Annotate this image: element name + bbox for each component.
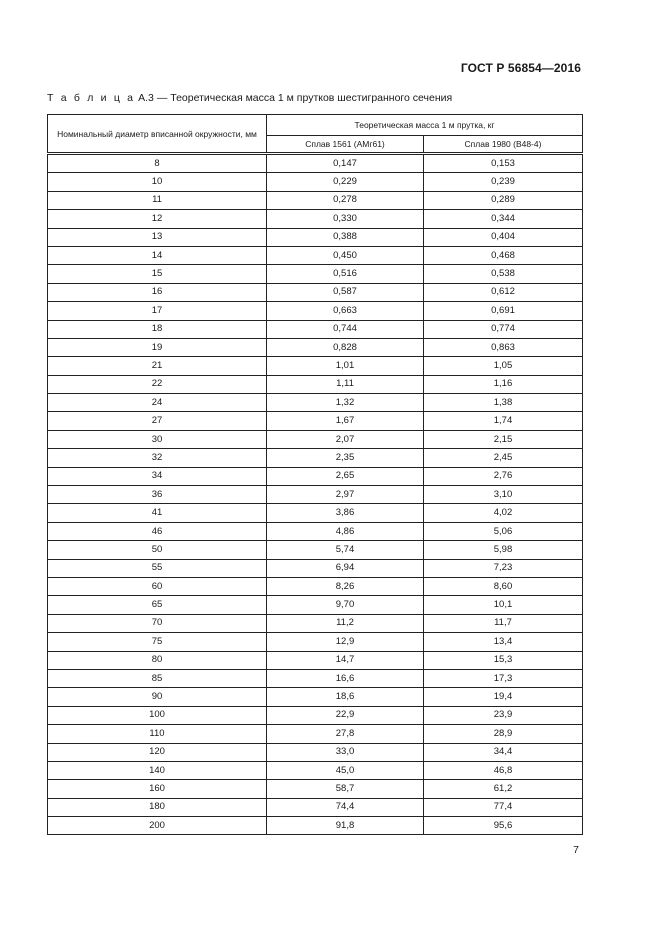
mass-1980-cell: 19,4 <box>424 688 583 706</box>
mass-1561-cell: 9,70 <box>267 596 424 614</box>
table-row <box>48 725 583 743</box>
table-row <box>48 320 583 338</box>
table-row <box>48 228 583 246</box>
diameter-cell: 60 <box>48 577 267 595</box>
mass-1561-cell: 1,32 <box>267 394 424 412</box>
diameter-cell: 200 <box>48 817 267 835</box>
diameter-cell: 12 <box>48 210 267 228</box>
mass-1980-cell: 23,9 <box>424 706 583 724</box>
diameter-cell: 70 <box>48 614 267 632</box>
mass-1561-cell: 12,9 <box>267 633 424 651</box>
diameter-cell: 27 <box>48 412 267 430</box>
mass-1980-cell: 46,8 <box>424 761 583 779</box>
table-row <box>48 449 583 467</box>
mass-1561-cell: 0,229 <box>267 173 424 191</box>
diameter-cell: 17 <box>48 302 267 320</box>
table-row <box>48 246 583 264</box>
diameter-cell: 11 <box>48 191 267 209</box>
mass-1980-cell: 11,7 <box>424 614 583 632</box>
diameter-cell: 50 <box>48 541 267 559</box>
mass-1561-cell: 91,8 <box>267 817 424 835</box>
mass-1980-cell: 4,02 <box>424 504 583 522</box>
table-row <box>48 173 583 191</box>
table-row <box>48 688 583 706</box>
diameter-cell: 32 <box>48 449 267 467</box>
mass-1980-cell: 2,15 <box>424 430 583 448</box>
table-body <box>48 154 583 835</box>
diameter-cell: 14 <box>48 246 267 264</box>
diameter-cell: 22 <box>48 375 267 393</box>
diameter-cell: 13 <box>48 228 267 246</box>
table-caption-text: — Теоретическая масса 1 м прутков шестигранного сечения <box>156 92 453 104</box>
mass-1561-cell: 0,828 <box>267 338 424 356</box>
table-row <box>48 357 583 375</box>
mass-1561-cell: 0,663 <box>267 302 424 320</box>
diameter-cell: 16 <box>48 283 267 301</box>
mass-1980-cell: 34,4 <box>424 743 583 761</box>
mass-1561-cell: 0,147 <box>267 154 424 173</box>
mass-1980-cell: 1,05 <box>424 357 583 375</box>
diameter-cell: 46 <box>48 522 267 540</box>
mass-1980-cell: 2,45 <box>424 449 583 467</box>
mass-1980-cell: 0,239 <box>424 173 583 191</box>
table-row <box>48 191 583 209</box>
diameter-cell: 18 <box>48 320 267 338</box>
table-caption-number: А.3 <box>138 92 154 104</box>
mass-table <box>47 114 583 835</box>
table-row <box>48 394 583 412</box>
mass-1980-cell: 1,74 <box>424 412 583 430</box>
table-header <box>48 115 583 154</box>
header-row <box>48 115 583 136</box>
mass-1980-cell: 0,468 <box>424 246 583 264</box>
mass-1561-cell: 14,7 <box>267 651 424 669</box>
mass-1561-cell: 18,6 <box>267 688 424 706</box>
mass-1561-cell: 3,86 <box>267 504 424 522</box>
mass-1980-cell: 0,691 <box>424 302 583 320</box>
mass-1561-cell: 8,26 <box>267 577 424 595</box>
mass-1561-cell: 1,11 <box>267 375 424 393</box>
mass-1561-cell: 22,9 <box>267 706 424 724</box>
table-row <box>48 375 583 393</box>
diameter-cell: 36 <box>48 486 267 504</box>
table-row <box>48 817 583 835</box>
diameter-cell: 160 <box>48 780 267 798</box>
mass-1561-cell: 58,7 <box>267 780 424 798</box>
column-header-alloy-1561: Сплав 1561 (АМг61) <box>267 136 424 154</box>
mass-1561-cell: 0,278 <box>267 191 424 209</box>
diameter-cell: 80 <box>48 651 267 669</box>
mass-1561-cell: 0,744 <box>267 320 424 338</box>
mass-1561-cell: 1,67 <box>267 412 424 430</box>
mass-1561-cell: 0,450 <box>267 246 424 264</box>
mass-1561-cell: 45,0 <box>267 761 424 779</box>
mass-1980-cell: 28,9 <box>424 725 583 743</box>
diameter-cell: 140 <box>48 761 267 779</box>
diameter-cell: 19 <box>48 338 267 356</box>
mass-1561-cell: 0,587 <box>267 283 424 301</box>
mass-1980-cell: 1,16 <box>424 375 583 393</box>
mass-1561-cell: 0,388 <box>267 228 424 246</box>
diameter-cell: 15 <box>48 265 267 283</box>
mass-1980-cell: 0,612 <box>424 283 583 301</box>
table-row <box>48 651 583 669</box>
table-row <box>48 154 583 173</box>
mass-1980-cell: 95,6 <box>424 817 583 835</box>
mass-1980-cell: 10,1 <box>424 596 583 614</box>
table-caption <box>47 92 452 104</box>
document-code: ГОСТ Р 56854—2016 <box>460 61 581 75</box>
table-row <box>48 780 583 798</box>
mass-1980-cell: 3,10 <box>424 486 583 504</box>
mass-1561-cell: 5,74 <box>267 541 424 559</box>
table-row <box>48 430 583 448</box>
mass-1980-cell: 0,863 <box>424 338 583 356</box>
diameter-cell: 65 <box>48 596 267 614</box>
diameter-cell: 110 <box>48 725 267 743</box>
mass-1980-cell: 15,3 <box>424 651 583 669</box>
diameter-cell: 24 <box>48 394 267 412</box>
table-row <box>48 706 583 724</box>
diameter-cell: 75 <box>48 633 267 651</box>
mass-1561-cell: 11,2 <box>267 614 424 632</box>
diameter-cell: 85 <box>48 669 267 687</box>
table-row <box>48 743 583 761</box>
table-row <box>48 596 583 614</box>
mass-1980-cell: 0,289 <box>424 191 583 209</box>
table-row <box>48 283 583 301</box>
mass-1561-cell: 16,6 <box>267 669 424 687</box>
diameter-cell: 21 <box>48 357 267 375</box>
table-row <box>48 504 583 522</box>
table-row <box>48 412 583 430</box>
mass-1980-cell: 77,4 <box>424 798 583 816</box>
mass-1980-cell: 0,153 <box>424 154 583 173</box>
mass-1561-cell: 33,0 <box>267 743 424 761</box>
page-number: 7 <box>573 844 579 856</box>
table-row <box>48 338 583 356</box>
mass-1980-cell: 0,344 <box>424 210 583 228</box>
table-row <box>48 302 583 320</box>
diameter-cell: 10 <box>48 173 267 191</box>
table-row <box>48 541 583 559</box>
stub-header: Номинальный диаметр вписанной окружности, мм <box>48 115 267 154</box>
table-row <box>48 669 583 687</box>
mass-1561-cell: 27,8 <box>267 725 424 743</box>
diameter-cell: 41 <box>48 504 267 522</box>
diameter-cell: 180 <box>48 798 267 816</box>
mass-1980-cell: 1,38 <box>424 394 583 412</box>
diameter-cell: 120 <box>48 743 267 761</box>
diameter-cell: 30 <box>48 430 267 448</box>
group-header: Теоретическая масса 1 м прутка, кг <box>267 115 583 136</box>
mass-1980-cell: 0,538 <box>424 265 583 283</box>
table-row <box>48 486 583 504</box>
mass-1561-cell: 2,35 <box>267 449 424 467</box>
table-row <box>48 577 583 595</box>
mass-1980-cell: 0,774 <box>424 320 583 338</box>
mass-1561-cell: 2,97 <box>267 486 424 504</box>
mass-1561-cell: 4,86 <box>267 522 424 540</box>
diameter-cell: 55 <box>48 559 267 577</box>
mass-1980-cell: 5,98 <box>424 541 583 559</box>
table-row <box>48 633 583 651</box>
table-row <box>48 467 583 485</box>
diameter-cell: 90 <box>48 688 267 706</box>
mass-1980-cell: 17,3 <box>424 669 583 687</box>
mass-1561-cell: 0,516 <box>267 265 424 283</box>
mass-1561-cell: 2,07 <box>267 430 424 448</box>
mass-1980-cell: 7,23 <box>424 559 583 577</box>
diameter-cell: 100 <box>48 706 267 724</box>
mass-1980-cell: 13,4 <box>424 633 583 651</box>
mass-1561-cell: 6,94 <box>267 559 424 577</box>
mass-1980-cell: 0,404 <box>424 228 583 246</box>
table-row <box>48 210 583 228</box>
diameter-cell: 8 <box>48 154 267 173</box>
mass-1561-cell: 0,330 <box>267 210 424 228</box>
mass-1561-cell: 1,01 <box>267 357 424 375</box>
mass-1980-cell: 8,60 <box>424 577 583 595</box>
mass-1561-cell: 2,65 <box>267 467 424 485</box>
table-row <box>48 761 583 779</box>
table-row <box>48 798 583 816</box>
mass-1980-cell: 2,76 <box>424 467 583 485</box>
table-caption-label: Т а б л и ц а <box>47 92 136 104</box>
table-row <box>48 559 583 577</box>
diameter-cell: 34 <box>48 467 267 485</box>
mass-1980-cell: 61,2 <box>424 780 583 798</box>
table-row <box>48 522 583 540</box>
table-row <box>48 614 583 632</box>
mass-1980-cell: 5,06 <box>424 522 583 540</box>
table-row <box>48 265 583 283</box>
mass-1561-cell: 74,4 <box>267 798 424 816</box>
column-header-alloy-1980: Сплав 1980 (В48-4) <box>424 136 583 154</box>
